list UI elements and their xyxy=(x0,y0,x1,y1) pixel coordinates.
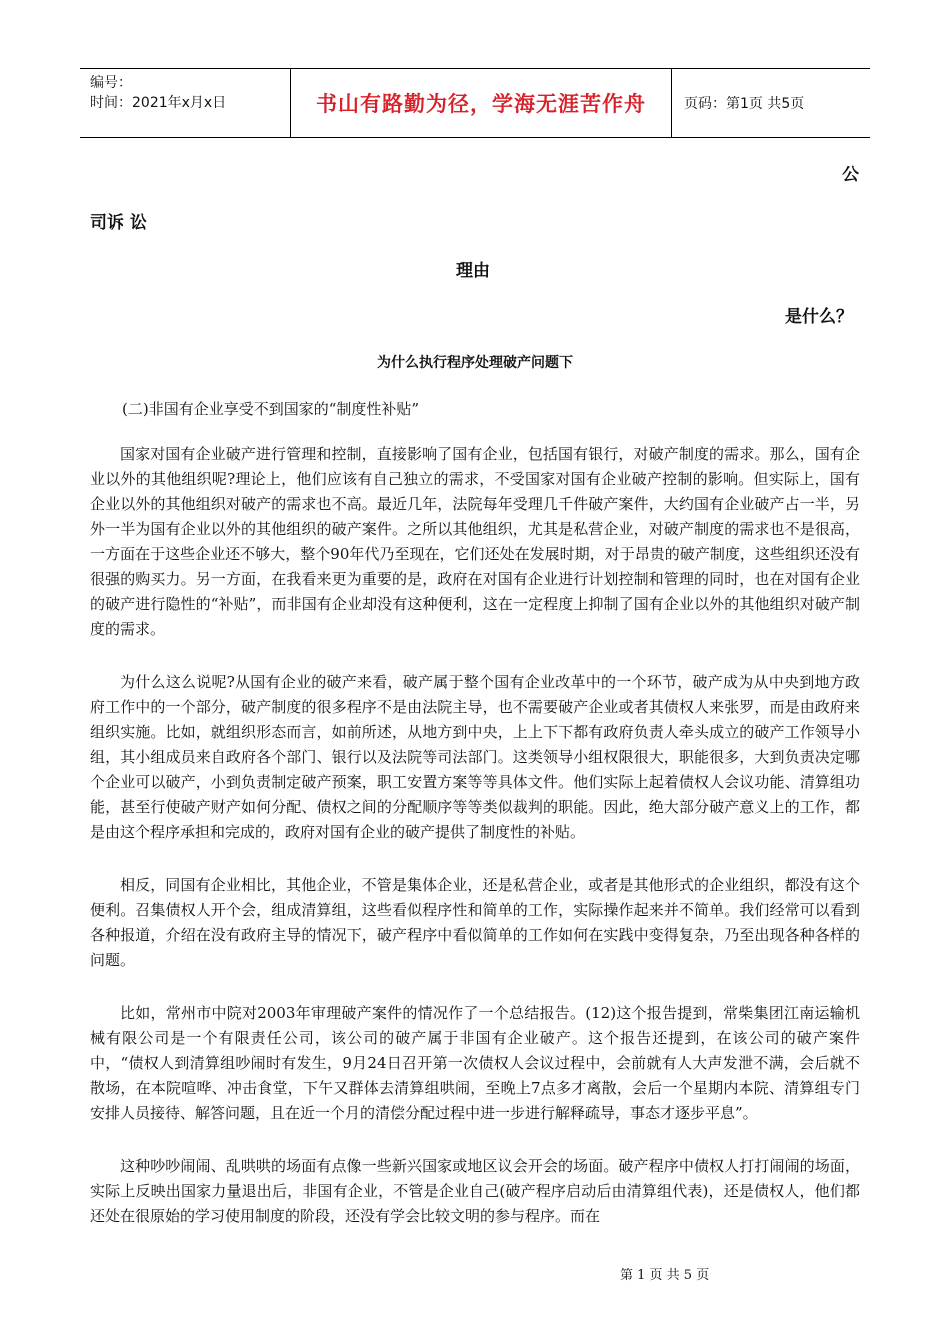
header-date-label: 时间：2021年x月x日 xyxy=(90,95,227,111)
paragraph-4: 比如，常州市中院对2003年审理破产案件的情况作了一个总结报告。(12)这个报告提到，常柴集团江南运输机械有限公司是一个有限责任公司，该公司的破产属于非国有企业破产。这个报告还提到，在该公司的破产案件中，“债权人到清算组吵闹时有发生，9月24日召开第一次债权人会议过程中，会前就有人大声发泄不满，会后就不散场，在本院喧哗、冲击食堂，下午又群体去清算组哄闹，至晚上7点多才离散，会后一个星期内本院、清算组专门安排人员接待、解答问题，且在近一个月的清偿分配过程中进一步进行解释疏导，事态才逐步平息”。 xyxy=(90,1004,860,1122)
title-fragment-1: 公 xyxy=(842,165,859,185)
header-motto: 书山有路勤为径，学海无涯苦作舟 xyxy=(291,69,672,137)
paragraph-5: 这种吵吵闹闹、乱哄哄的场面有点像一些新兴国家或地区议会开会的场面。破产程序中债权人打打闹闹的场面，实际上反映出国家力量退出后，非国有企业，不管是企业自己(破产程序启动后由清算组代表)，还是债权人，他们都还处在很原始的学习使用制度的阶段，还没有学会比较文明的参与程序。而在 xyxy=(90,1157,860,1225)
section-subheading: (二)非国有企业享受不到国家的“制度性补贴” xyxy=(122,400,420,418)
header-page-info: 页码：第1页 共5页 xyxy=(684,96,805,112)
paragraph-3: 相反，同国有企业相比，其他企业，不管是集体企业，还是私营企业，或者是其他形式的企业组织，都没有这个便利。召集债权人开个会，组成清算组，这些看似程序性和简单的工作，实际操作起来并不简单。我们经常可以看到各种报道，介绍在没有政府主导的情况下，破产程序中看似简单的工作如何在实践中变得复杂，乃至出现各种各样的问题。 xyxy=(90,876,860,969)
paragraph-2: 为什么这么说呢?从国有企业的破产来看，破产属于整个国有企业改革中的一个环节，破产成为从中央到地方政府工作中的一个部分，破产制度的很多程序不是由法院主导，也不需要破产企业或者其债权人来张罗，而是由政府来组织实施。比如，就组织形态而言，如前所述，从地方到中央，上上下下都有政府负责人牵头成立的破产工作领导小组，其小组成员来自政府各个部门、银行以及法院等司法部门。这类领导小组权限很大，职能很多，大到负责决定哪个企业可以破产，小到负责制定破产预案，职工安置方案等等具体文件。他们实际上起着债权人会议功能、清算组功能，甚至行使破产财产如何分配、债权之间的分配顺序等等类似裁判的职能。因此，绝大部分破产意义上的工作，都是由这个程序承担和完成的，政府对国有企业的破产提供了制度性的补贴。 xyxy=(90,673,860,841)
paragraph-1: 国家对国有企业破产进行管理和控制，直接影响了国有企业，包括国有银行，对破产制度的需求。那么，国有企业以外的其他组织呢?理论上，他们应该有自己独立的需求，不受国家对国有企业破产控制的影响。但实际上，国有企业以外的其他组织对破产的需求也不高。最近几年，法院每年受理几千件破产案件，大约国有企业破产占一半，另外一半为国有企业以外的其他组织的破产案件。之所以其他组织，尤其是私营企业，对破产制度的需求也不是很高，一方面在于这些企业还不够大，整个90年代乃至现在，它们还处在发展时期，对于昂贵的破产制度，这些组织还没有很强的购买力。另一方面，在我看来更为重要的是，政府在对国有企业进行计划控制和管理的同时，也在对国有企业的破产进行隐性的“补贴”，而非国有企业却没有这种便利，这在一定程度上抑制了国有企业以外的其他组织对破产制度的需求。 xyxy=(90,445,860,638)
page-footer: 第 1 页 共 5 页 xyxy=(620,1268,710,1283)
title-fragment-3: 理由 xyxy=(456,261,490,281)
body-text xyxy=(90,442,860,1257)
section-heading: 为什么执行程序处理破产问题下 xyxy=(377,355,573,371)
title-fragment-4: 是什么？ xyxy=(785,307,853,327)
header-meta xyxy=(80,69,291,137)
header-number-label: 编号： xyxy=(90,75,132,91)
document-header xyxy=(80,68,870,138)
title-fragment-2: 司诉 讼 xyxy=(90,213,147,233)
